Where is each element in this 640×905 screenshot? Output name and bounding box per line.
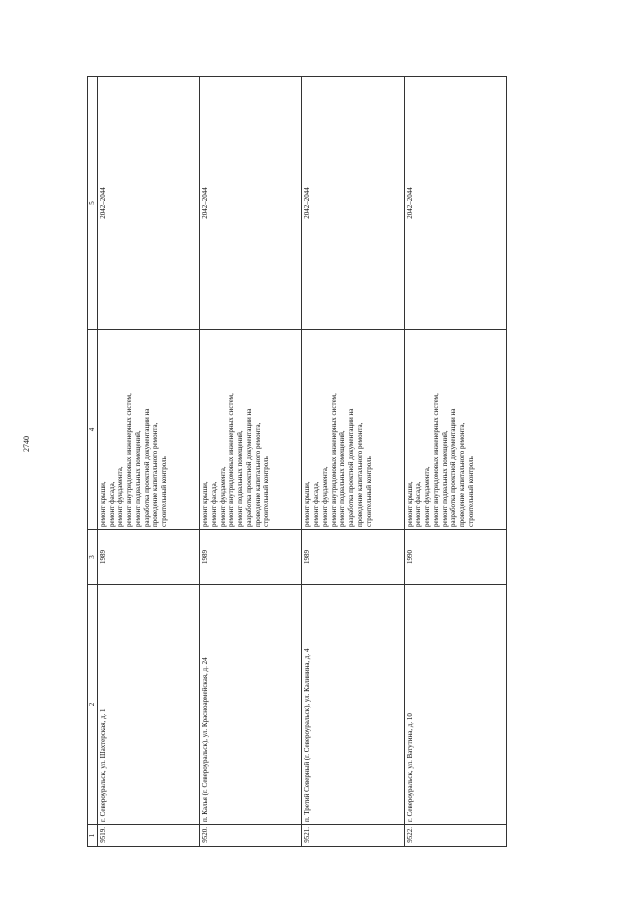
table-row <box>404 77 506 847</box>
header-cell-2: 2 <box>88 585 98 825</box>
work-item: разработка проектной документации на <box>142 408 151 527</box>
table-row <box>302 77 404 847</box>
row-works <box>404 330 506 530</box>
row-works <box>200 330 302 530</box>
work-item: ремонт фундамента, <box>423 466 432 527</box>
work-item: ремонт крыши, <box>303 481 312 527</box>
work-item: ремонт фундамента, <box>218 466 227 527</box>
work-item: строительный контроль <box>160 456 168 527</box>
work-item: проведение капитального ремонта, <box>151 422 160 527</box>
work-item: строительный контроль <box>364 456 373 527</box>
work-item: ремонт подвальных помещений, <box>338 430 347 527</box>
work-item: ремонт фасада, <box>107 481 116 527</box>
work-item: ремонт фасада, <box>312 481 321 527</box>
table-row <box>97 77 199 847</box>
row-number: 9519. <box>97 825 199 847</box>
page-number: 2740 <box>22 436 31 452</box>
row-number: 9522. <box>404 825 506 847</box>
work-item: разработка проектной документации на <box>347 408 356 527</box>
work-item: строительный контроль <box>262 456 271 527</box>
header-row <box>88 77 98 847</box>
rotated-table-container <box>87 77 507 847</box>
work-item: ремонт фундамента, <box>116 466 125 527</box>
row-works <box>302 330 404 530</box>
work-item: ремонт крыши, <box>405 481 414 527</box>
row-year: 1990 <box>404 530 506 585</box>
work-item: ремонт внутридомовых инженерных систем, <box>431 393 440 527</box>
row-year: 1989 <box>200 530 302 585</box>
row-number: 9521. <box>302 825 404 847</box>
table-row <box>200 77 302 847</box>
row-period: 2042–2044 <box>200 77 302 330</box>
work-item: ремонт фасада, <box>209 481 218 527</box>
work-item: разработка проектной документации на <box>449 408 458 527</box>
work-item: ремонт подвальных помещений, <box>236 430 245 527</box>
work-item: ремонт подвальных помещений, <box>133 430 142 527</box>
work-item: строительный контроль <box>466 456 475 527</box>
work-item: ремонт крыши, <box>98 481 107 527</box>
row-year: 1989 <box>97 530 199 585</box>
row-address: г. Североуральск, ул. Шахтерская, д. 1 <box>97 585 199 825</box>
row-address: г. Североуральск, ул. Ватутина, д. 10 <box>404 585 506 825</box>
work-item: ремонт подвальных помещений, <box>440 430 449 527</box>
row-works <box>97 330 199 530</box>
header-cell-3: 3 <box>88 530 98 585</box>
header-cell-4: 4 <box>88 330 98 530</box>
work-item: разработка проектной документации на <box>244 408 253 527</box>
row-period: 2042–2044 <box>404 77 506 330</box>
work-item: проведение капитального ремонта, <box>253 422 262 527</box>
work-item: ремонт фасада, <box>414 481 423 527</box>
work-item: ремонт внутридомовых инженерных систем, <box>329 393 338 527</box>
work-item: ремонт внутридомовых инженерных систем, <box>227 393 236 527</box>
work-item: проведение капитального ремонта, <box>458 422 467 527</box>
row-period: 2042–2044 <box>302 77 404 330</box>
repair-register-table <box>87 76 507 847</box>
row-address: п. Калья (г. Североуральск), ул. Красноармейская, д. 24 <box>200 585 302 825</box>
row-number: 9520. <box>200 825 302 847</box>
header-cell-1: 1 <box>88 825 98 847</box>
row-year: 1989 <box>302 530 404 585</box>
header-cell-5: 5 <box>88 77 98 330</box>
row-period: 2042–2044 <box>97 77 199 330</box>
row-address: п. Третий Северный (г. Североуральск), ул. Калинина, д. 4 <box>302 585 404 825</box>
work-item: ремонт фундамента, <box>320 466 329 527</box>
work-item: ремонт внутридомовых инженерных систем, <box>125 393 133 527</box>
work-item: ремонт крыши, <box>201 481 210 527</box>
work-item: проведение капитального ремонта, <box>355 422 364 527</box>
